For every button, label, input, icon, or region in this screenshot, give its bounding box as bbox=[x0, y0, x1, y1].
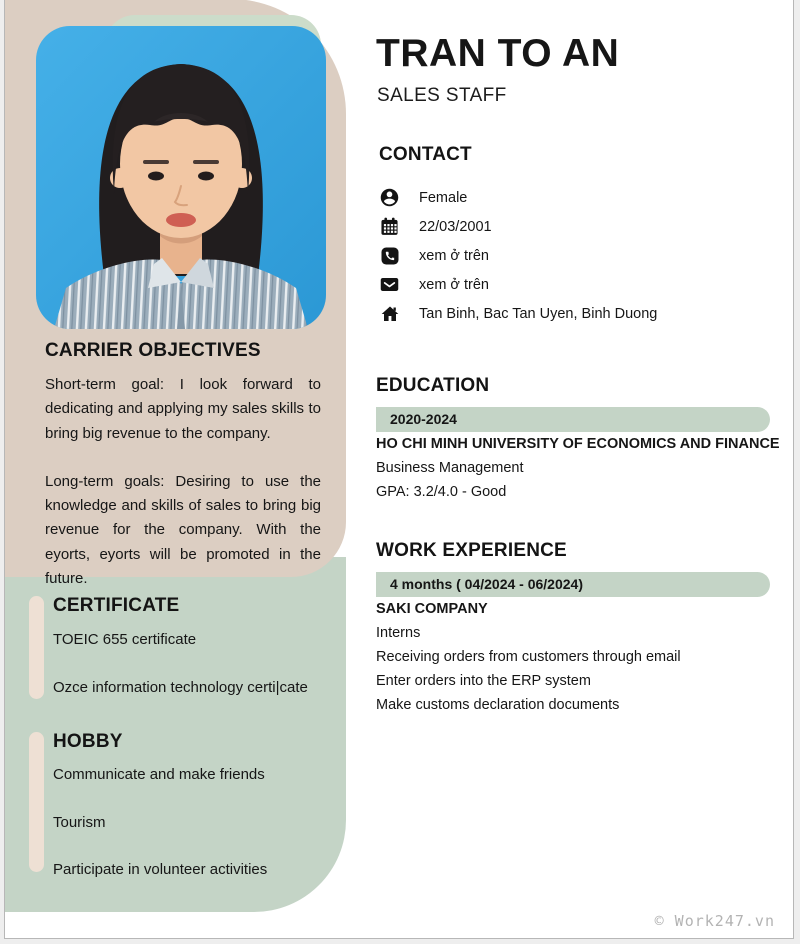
certificate-item: Ozce information technology certi|cate bbox=[53, 679, 308, 696]
person-name: TRAN TO AN bbox=[376, 32, 620, 75]
experience-duty: Receiving orders from customers through email bbox=[376, 649, 681, 665]
education-school: HO CHI MINH UNIVERSITY OF ECONOMICS AND FINANCE bbox=[376, 436, 780, 452]
watermark: © Work247.vn bbox=[654, 912, 775, 930]
certificate-heading: CERTIFICATE bbox=[53, 595, 180, 616]
experience-role: Interns bbox=[376, 625, 421, 641]
hobby-accent-bar bbox=[29, 732, 44, 872]
education-heading: EDUCATION bbox=[376, 375, 490, 396]
contact-row bbox=[379, 212, 779, 241]
objectives-paragraph: Short-term goal: I look forward to dedicating and applying my sales skills to bring big revenue to the company. bbox=[45, 376, 321, 442]
certificate-accent-bar bbox=[29, 596, 44, 699]
experience-heading: WORK EXPERIENCE bbox=[376, 540, 567, 561]
contact-list bbox=[379, 183, 779, 328]
contact-value: Tan Binh, Bac Tan Uyen, Binh Duong bbox=[419, 305, 658, 322]
portrait-illustration bbox=[36, 26, 326, 329]
objectives-heading: CARRIER OBJECTIVES bbox=[45, 340, 261, 361]
contact-value: Female bbox=[419, 189, 468, 206]
education-major: Business Management bbox=[376, 460, 524, 476]
objectives-paragraph: Long-term goals: Desiring to use the knowledge and skills of sales to bring big revenue for the company. With the eyorts, eyorts will be promoted in the future. bbox=[45, 472, 321, 588]
contact-row bbox=[379, 270, 779, 299]
person-icon bbox=[379, 187, 400, 208]
contact-value: xem ở trên bbox=[419, 247, 489, 264]
hobby-item: Communicate and make friends bbox=[53, 766, 265, 783]
education-period-badge: 2020-2024 bbox=[376, 407, 770, 432]
profile-photo bbox=[36, 26, 326, 329]
home-icon bbox=[379, 303, 400, 324]
education-gpa: GPA: 3.2/4.0 - Good bbox=[376, 484, 507, 500]
experience-duty: Make customs declaration documents bbox=[376, 697, 620, 713]
contact-value: xem ở trên bbox=[419, 276, 489, 293]
job-title: SALES STAFF bbox=[377, 85, 507, 106]
cv-page bbox=[4, 0, 794, 939]
calendar-icon bbox=[379, 216, 400, 237]
hobby-item: Tourism bbox=[53, 814, 106, 831]
phone-icon bbox=[379, 245, 400, 266]
contact-value: 22/03/2001 bbox=[419, 218, 492, 235]
objectives-text bbox=[45, 373, 321, 591]
contact-row bbox=[379, 299, 779, 328]
email-icon bbox=[379, 274, 400, 295]
contact-row bbox=[379, 183, 779, 212]
hobby-heading: HOBBY bbox=[53, 731, 123, 752]
experience-duty: Enter orders into the ERP system bbox=[376, 673, 591, 689]
experience-company: SAKI COMPANY bbox=[376, 601, 488, 617]
experience-period-badge: 4 months ( 04/2024 - 06/2024) bbox=[376, 572, 770, 597]
contact-heading: CONTACT bbox=[379, 144, 472, 165]
contact-row bbox=[379, 241, 779, 270]
hobby-item: Participate in volunteer activities bbox=[53, 861, 268, 878]
certificate-item: TOEIC 655 certificate bbox=[53, 631, 197, 648]
